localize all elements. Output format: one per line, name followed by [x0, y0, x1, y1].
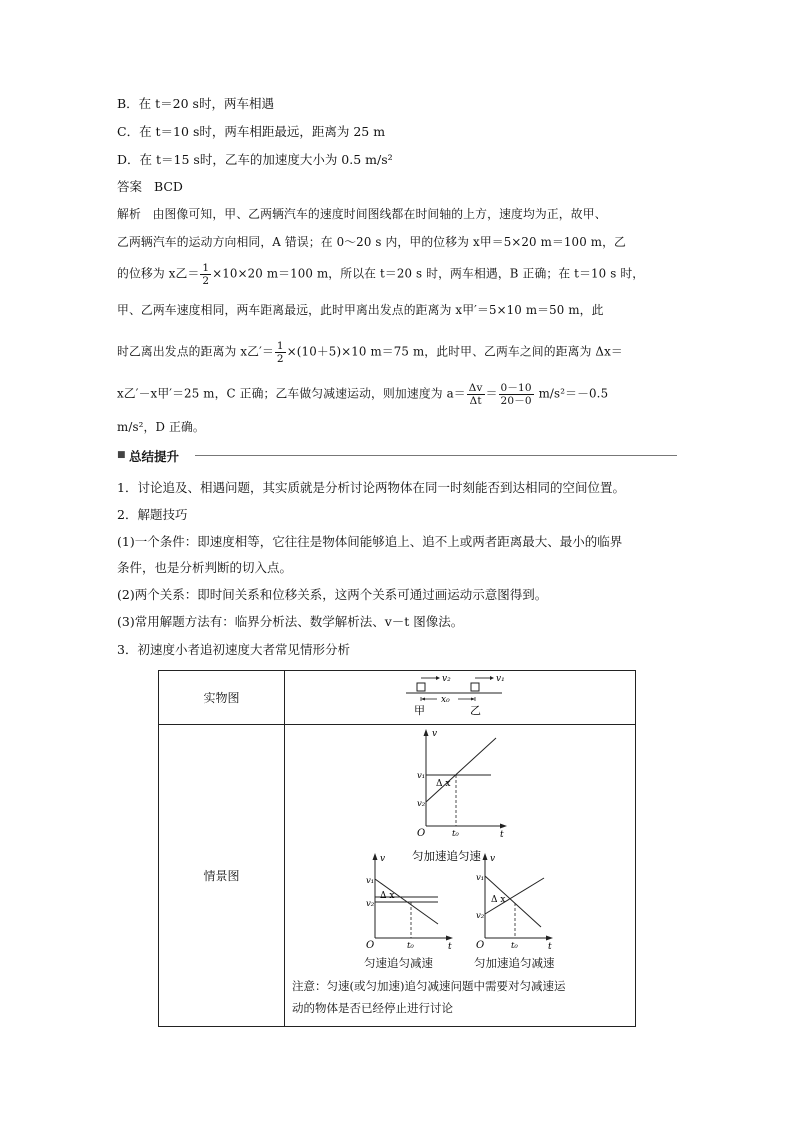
table-row: [159, 671, 636, 725]
fraction-numerator: Δv: [468, 382, 483, 394]
fraction-denominator: 2: [276, 353, 284, 365]
fraction-numerator: 1: [276, 340, 284, 352]
explanation-text: m/s²＝－0.5: [534, 386, 609, 401]
summary-item-6: (3)常用解题方法有：临界分析法、数学解析法、v－t 图像法。: [117, 614, 464, 629]
v1-label: v₁: [366, 876, 375, 886]
caption-accelerate-decelerate: 匀加速追匀减速: [474, 956, 555, 970]
v1-label: v₁: [476, 873, 485, 883]
axis-v-label: v: [432, 729, 438, 739]
origin-label: O: [417, 828, 426, 839]
summary-item-7: 3．初速度小者追初速度大者常见情形分析: [117, 642, 350, 657]
summary-divider: [195, 455, 677, 456]
v1-label: v₁: [496, 674, 505, 684]
explanation-line-1: [117, 204, 607, 224]
fraction-numerator: 0－10: [500, 382, 532, 394]
v1-label: v₁: [417, 771, 426, 781]
fraction-numerator: 1: [202, 262, 210, 274]
axis-v-label: v: [380, 854, 386, 864]
v2-label: v₂: [366, 899, 375, 909]
summary-item-3: (1)一个条件：即速度相等，它往往是物体间能够追上、追不上或两者距离最大、最小的临界: [117, 534, 623, 549]
fraction: [467, 382, 485, 407]
explanation-text: ×(10＋5)×10 m＝75 m，此时甲、乙两车之间的距离为 Δx＝: [286, 344, 623, 359]
summary-item-1: 1．讨论追及、相遇问题，其实质就是分析讨论两物体在同一时刻能否到达相同的空间位置。: [117, 480, 625, 495]
answer-line: [117, 177, 183, 197]
row-label-scenario: 情景图: [159, 725, 285, 1027]
explanation-text: x乙′－x甲′＝25 m，C 正确；乙车做匀减速运动，则加速度为 a＝: [117, 386, 466, 401]
graph-uniform-chase-decelerate: [366, 853, 453, 952]
jia-label: 甲: [414, 704, 425, 717]
explanation-text: ×10×20 m＝100 m，所以在 t＝20 s 时，两车相遇，B 正确；在 t＝10 s 时，: [212, 266, 645, 281]
explanation-line-5: [117, 340, 623, 365]
explanation-line-6: [117, 382, 608, 407]
axis-t-label: t: [548, 942, 552, 952]
v2-label: v₂: [417, 799, 426, 809]
fraction-denominator: 20－0: [500, 395, 532, 407]
v2-label: v₂: [442, 674, 451, 684]
axis-t-label: t: [500, 830, 504, 840]
option-c: C．在 t＝10 s时，两车相距最远，距离为 25 m: [117, 124, 386, 139]
square-bullet-icon: ■: [117, 450, 126, 460]
explanation-text: 的位移为 x乙＝: [117, 266, 200, 281]
scenario-cell: [285, 725, 636, 1027]
option-b: B．在 t＝20 s时，两车相遇: [117, 96, 274, 111]
caption-accelerate-uniform: 匀加速追匀速: [412, 849, 481, 863]
explanation-text: 时乙离出发点的距离为 x乙′＝: [117, 344, 274, 359]
t0-label: t₀: [511, 941, 518, 951]
fraction: [275, 340, 286, 365]
graph-accelerate-chase-uniform: [417, 729, 507, 840]
explanation-text: 由图像可知，甲、乙两辆汽车的速度时间图线都在时间轴的上方，速度均为正，故甲、: [152, 207, 607, 221]
fraction-denominator: 2: [202, 275, 210, 287]
captions-row: [286, 955, 634, 975]
t0-label: t₀: [452, 829, 459, 839]
physical-diagram: [286, 672, 634, 720]
scenario-graphs: [286, 726, 634, 952]
row-label-physical: 实物图: [159, 671, 285, 725]
x0-label: x₀: [441, 695, 450, 705]
t0-label: t₀: [407, 941, 414, 951]
v2-label: v₂: [476, 911, 485, 921]
summary-header: [117, 448, 677, 462]
graph-accelerate-chase-decelerate: [476, 853, 553, 952]
origin-label: O: [366, 940, 375, 951]
delta-x-label: Δ x: [380, 891, 395, 901]
delta-x-label: Δ x: [436, 779, 451, 789]
fraction: [499, 382, 534, 407]
chase-cases-table: [158, 670, 636, 1027]
physical-diagram-cell: [285, 671, 636, 725]
note-line: 注意：匀速(或匀加速)追匀减速问题中需要对匀减速运: [292, 979, 566, 993]
summary-item-5: (2)两个关系：即时间关系和位移关系，这两个关系可通过画运动示意图得到。: [117, 587, 548, 602]
answer-label: 答案: [117, 179, 143, 194]
answer-value: BCD: [153, 179, 183, 194]
axis-v-label: v: [490, 854, 496, 864]
explanation-line-2: 乙两辆汽车的运动方向相同，A 错误；在 0～20 s 内，甲的位移为 x甲＝5×20 m＝100 m，乙: [117, 235, 626, 249]
note-text: [286, 975, 634, 1025]
option-d: D．在 t＝15 s时，乙车的加速度大小为 0.5 m/s²: [117, 152, 393, 167]
summary-title: 总结提升: [129, 449, 180, 464]
caption-uniform-decelerate: 匀速追匀减速: [364, 956, 433, 970]
note-line: 动的物体是否已经停止进行讨论: [292, 1001, 453, 1015]
delta-x-label: Δ x: [491, 895, 506, 905]
fraction-denominator: Δt: [469, 395, 482, 407]
yi-label: 乙: [470, 704, 481, 717]
axis-t-label: t: [448, 942, 452, 952]
origin-label: O: [476, 940, 485, 951]
fraction: [200, 262, 211, 287]
explanation-line-4: 甲、乙两车速度相同，两车距离最远，此时甲离出发点的距离为 x甲′＝5×10 m＝50 m，此: [117, 303, 604, 317]
summary-item-2: 2．解题技巧: [117, 507, 188, 522]
explanation-text: ＝: [485, 386, 498, 401]
explanation-label: 解析: [117, 207, 141, 221]
explanation-line-7: m/s²，D 正确。: [117, 420, 205, 434]
summary-item-4: 条件，也是分析判断的切入点。: [117, 560, 293, 575]
table-row: [159, 725, 636, 1027]
explanation-line-3: [117, 262, 644, 287]
